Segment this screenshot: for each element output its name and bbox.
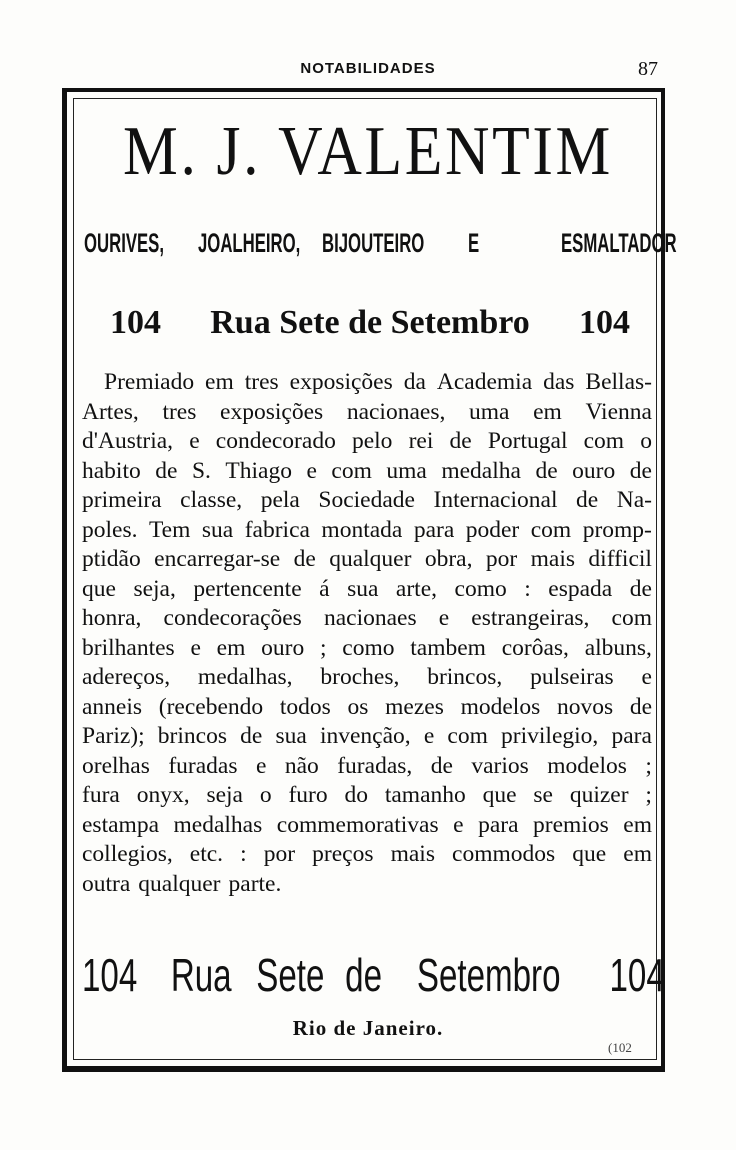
- street-word-sete: Sete: [256, 949, 325, 1001]
- body-word: ;: [645, 782, 652, 808]
- body-word: poder: [465, 516, 520, 543]
- body-line: [82, 427, 652, 457]
- body-word: pela: [260, 487, 300, 513]
- body-word: furadas: [168, 752, 238, 779]
- street-number-right-large: 104: [609, 949, 666, 1001]
- body-word: medalhas,: [197, 664, 293, 690]
- body-line: [82, 486, 652, 516]
- address-bottom: [82, 948, 666, 1002]
- running-head: [0, 58, 736, 82]
- body-word: exposições: [289, 369, 393, 395]
- body-word: seja: [206, 782, 243, 808]
- body-word: com: [447, 723, 488, 749]
- body-line: [82, 604, 652, 634]
- body-word: tres: [162, 398, 197, 425]
- page-number: 87: [638, 58, 658, 80]
- body-word: Na-: [616, 487, 652, 513]
- body-word: os: [347, 693, 369, 720]
- body-word: adereços,: [82, 664, 171, 690]
- body-word: Thiago: [225, 457, 292, 484]
- trade-conjunction: E: [468, 228, 480, 258]
- body-word: etc.: [189, 841, 224, 867]
- body-word: por: [263, 841, 296, 867]
- body-word: qualquer: [138, 870, 221, 897]
- body-line: [82, 634, 652, 664]
- trade-bijouteiro: BIJOUTEIRO: [322, 228, 425, 258]
- body-word: de: [629, 457, 652, 484]
- body-line: [82, 693, 652, 723]
- body-word: tambem: [410, 634, 486, 661]
- body-word: que: [482, 782, 517, 808]
- body-word: broches,: [320, 664, 400, 690]
- body-word: :: [240, 841, 247, 867]
- street-word-rua: Rua: [170, 949, 232, 1001]
- body-word: uma: [386, 457, 427, 484]
- body-word: :: [524, 575, 531, 602]
- street-name: Rua Sete de Setembro: [210, 304, 530, 341]
- body-word: (recebendo: [158, 693, 264, 720]
- body-word: modelos: [547, 752, 627, 779]
- body-word: como: [342, 634, 395, 661]
- body-word: sua: [347, 575, 379, 602]
- body-word: sua: [275, 723, 307, 749]
- body-word: não: [284, 752, 319, 779]
- body-word: sua: [201, 516, 234, 543]
- body-word: medalha: [441, 457, 521, 484]
- body-word: ouro: [261, 634, 305, 661]
- body-word: seja,: [133, 575, 176, 602]
- body-word: ;: [645, 752, 652, 779]
- body-line: [82, 545, 652, 575]
- body-word: ouro: [572, 457, 616, 484]
- body-word: fura: [82, 782, 120, 808]
- body-word: das: [543, 369, 575, 395]
- body-line: [82, 752, 652, 782]
- address-top: [110, 302, 630, 344]
- body-word: varios: [471, 752, 529, 779]
- body-word: e: [189, 428, 200, 454]
- body-word: rei: [408, 428, 434, 454]
- body-line: [82, 575, 652, 605]
- body-word: commemorativas: [276, 811, 439, 838]
- body-line: [82, 722, 652, 752]
- body-line: [82, 663, 652, 693]
- body-word: que: [572, 841, 607, 867]
- body-word: o: [640, 428, 652, 454]
- body-word: ;: [319, 634, 327, 661]
- body-word: commodos: [452, 841, 556, 867]
- body-word: outra: [82, 870, 131, 897]
- body-word: em: [216, 634, 246, 661]
- body-word: de: [629, 693, 652, 720]
- street-word-setembro: Setembro: [416, 949, 561, 1001]
- body-word: condecorações: [163, 605, 302, 631]
- body-word: premios: [533, 811, 609, 838]
- body-word: Vienna: [585, 398, 652, 425]
- body-word: da: [403, 369, 426, 395]
- body-word: á: [319, 575, 330, 602]
- body-word: estrangeiras,: [471, 605, 590, 631]
- body-word: collegios,: [82, 841, 173, 867]
- body-word: de: [430, 752, 453, 779]
- body-word: com: [331, 457, 372, 484]
- body-word: modelos: [460, 693, 541, 720]
- body-word: S.: [191, 457, 211, 484]
- body-word: mezes: [385, 693, 444, 720]
- body-line: [82, 368, 652, 398]
- body-word: arte,: [395, 575, 438, 602]
- body-word: corôas,: [501, 634, 569, 661]
- street-number-left-large: 104: [82, 949, 138, 1001]
- body-word: em: [623, 841, 652, 867]
- body-word: furo: [288, 782, 328, 808]
- body-word: Portugal: [487, 428, 568, 454]
- street-word-de: de: [344, 949, 382, 1001]
- advertisement-body: [82, 368, 652, 899]
- body-word: por: [485, 546, 518, 572]
- body-word: nacionaes,: [346, 398, 446, 425]
- body-word: promp-: [582, 516, 652, 543]
- body-word: quizer: [569, 782, 629, 808]
- body-word: orelhas: [82, 752, 150, 779]
- body-word: parte.: [228, 870, 282, 897]
- body-word: e: [641, 664, 652, 690]
- body-word: de: [629, 575, 652, 602]
- body-word: e: [438, 605, 450, 631]
- body-word: qualquer: [329, 546, 412, 572]
- body-word: do: [344, 782, 368, 808]
- body-word: encarregar-se: [154, 546, 281, 572]
- body-word: obra,: [424, 546, 473, 572]
- body-word: de: [155, 457, 178, 484]
- body-word: e: [423, 723, 435, 749]
- section-title: NOTABILIDADES: [300, 60, 436, 77]
- body-word: Premiado: [104, 369, 195, 395]
- body-word: brincos,: [427, 664, 503, 690]
- body-word: montada: [321, 516, 403, 543]
- body-word: Internacional: [433, 487, 558, 513]
- body-word: tamanho: [384, 782, 466, 808]
- body-word: Pariz);: [82, 723, 145, 749]
- trades-line: [84, 226, 677, 260]
- body-word: tres: [244, 369, 279, 395]
- trade-joalheiro: JOALHEIRO,: [198, 228, 301, 258]
- street-number-left: 104: [110, 304, 161, 341]
- body-word: com: [583, 428, 625, 454]
- body-word: espada: [548, 575, 613, 602]
- body-word: habito: [82, 457, 141, 484]
- body-word: d'Austria,: [82, 428, 174, 454]
- body-word: em: [205, 369, 234, 395]
- body-word: difficil: [588, 546, 652, 572]
- body-word: para: [413, 516, 455, 543]
- body-word: de: [240, 723, 263, 749]
- city-line: Rio de Janeiro.: [292, 1016, 444, 1040]
- street-number-right: 104: [579, 304, 630, 341]
- body-word: para: [611, 723, 652, 749]
- body-word: anneis: [82, 693, 143, 720]
- body-word: para: [478, 811, 519, 838]
- body-word: como: [454, 575, 507, 602]
- body-word: pertencente: [193, 575, 302, 602]
- body-word: pulseiras: [530, 664, 614, 690]
- body-word: se: [533, 782, 553, 808]
- body-word: todos: [279, 693, 331, 720]
- body-line: [82, 398, 652, 428]
- body-word: nacionaes: [323, 605, 417, 631]
- body-word: que: [82, 575, 116, 602]
- body-word: e: [255, 752, 267, 779]
- body-word: com: [530, 516, 572, 543]
- body-word: Sociedade: [318, 487, 415, 513]
- body-word: mais: [530, 546, 576, 572]
- body-line: [82, 781, 652, 811]
- body-word: e: [190, 634, 201, 661]
- body-word: furadas,: [337, 752, 413, 779]
- body-word: Artes,: [82, 398, 139, 425]
- body-line: [82, 811, 652, 841]
- body-word: mais: [390, 841, 435, 867]
- body-word: o: [259, 782, 272, 808]
- body-word: honra,: [82, 605, 142, 631]
- body-word: privilegio,: [501, 723, 599, 749]
- body-word: em: [533, 398, 562, 425]
- body-word: ptidão: [82, 546, 141, 572]
- body-word: novos: [556, 693, 614, 720]
- body-word: onyx,: [136, 782, 190, 808]
- trade-ourives: OURIVES,: [84, 228, 164, 258]
- body-word: Academia: [436, 369, 533, 395]
- advertiser-name: M. J. VALENTIM: [123, 113, 613, 190]
- body-word: preços: [312, 841, 374, 867]
- body-word: em: [623, 811, 652, 838]
- body-word: albuns,: [584, 634, 652, 661]
- body-word: condecorado: [215, 428, 336, 454]
- body-word: e: [453, 811, 464, 838]
- body-word: com: [611, 605, 652, 631]
- body-word: invenção,: [319, 723, 411, 749]
- body-word: medalhas: [173, 811, 263, 838]
- body-line: [82, 457, 652, 487]
- print-mark: (102: [608, 1040, 632, 1055]
- body-line: [82, 870, 652, 900]
- body-word: pelo: [351, 428, 393, 454]
- body-word: classe,: [180, 487, 243, 513]
- body-word: e: [306, 457, 317, 484]
- body-word: brincos: [157, 723, 227, 749]
- body-word: de: [293, 546, 316, 572]
- body-word: de: [535, 457, 558, 484]
- body-line: [82, 516, 652, 546]
- body-word: poles.: [82, 516, 138, 543]
- body-word: uma: [469, 398, 510, 425]
- body-word: exposições: [220, 398, 324, 425]
- body-word: brilhantes: [82, 634, 175, 661]
- body-word: de: [449, 428, 472, 454]
- body-word: fabrica: [244, 516, 310, 543]
- body-line: [82, 840, 652, 870]
- body-word: estampa: [82, 811, 159, 838]
- trade-esmaltador: ESMALTADOR: [561, 228, 677, 258]
- body-word: Tem: [148, 516, 191, 543]
- body-word: Bellas-: [585, 369, 652, 395]
- body-word: de: [576, 487, 599, 513]
- body-word: primeira: [82, 487, 162, 513]
